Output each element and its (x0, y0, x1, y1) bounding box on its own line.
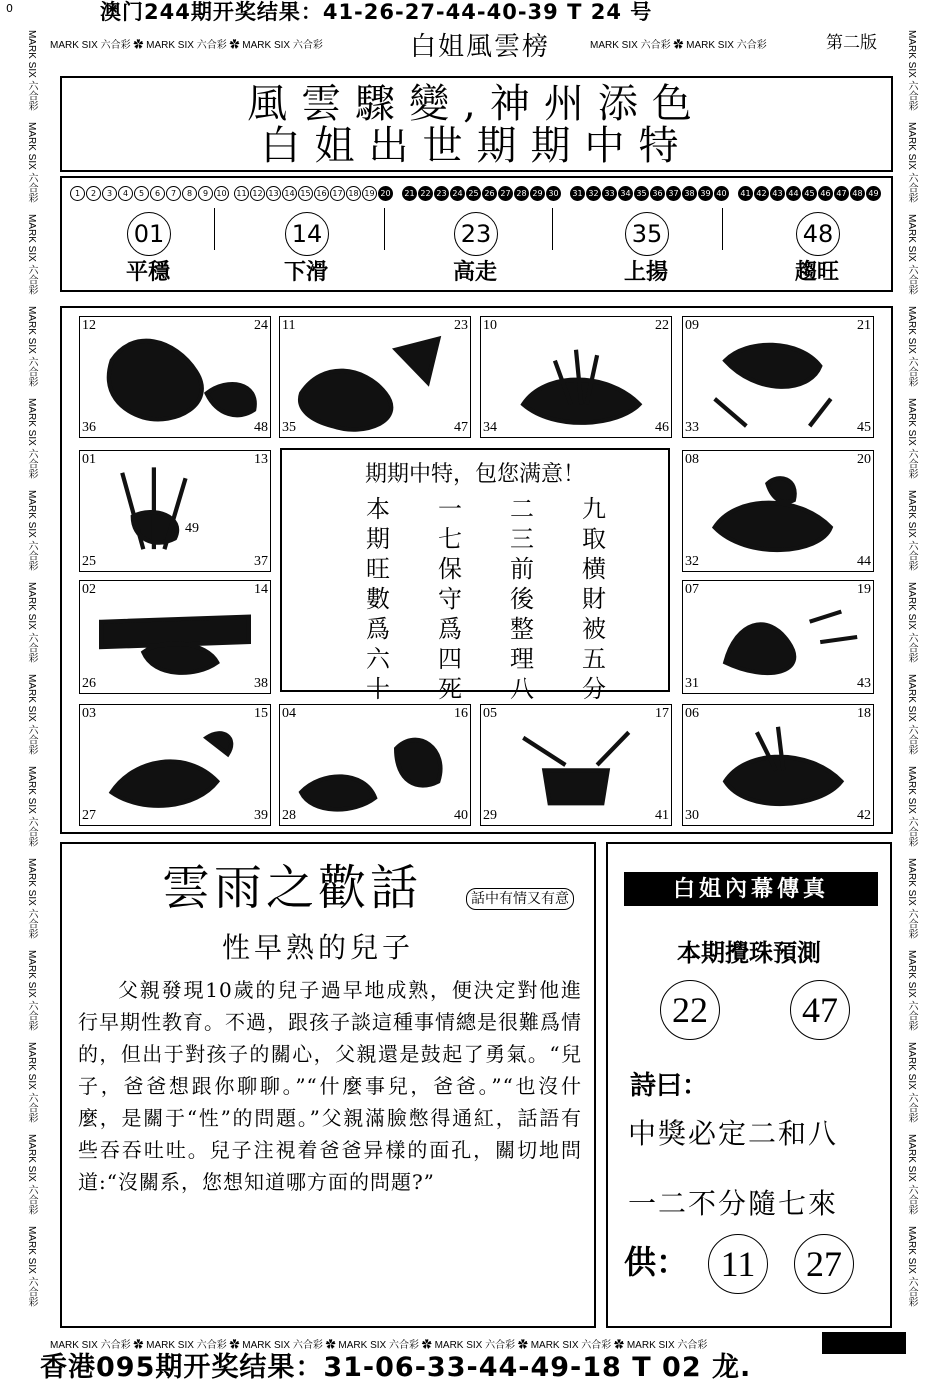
ball-number: 3 (102, 186, 117, 201)
ink-shape (300, 339, 438, 430)
ball-number: 37 (666, 186, 681, 201)
pick-number: 14 (285, 212, 329, 256)
ink-painting (683, 317, 873, 437)
panel-number: 29 (483, 808, 497, 823)
ball-number: 24 (450, 186, 465, 201)
top-watermark-row: MARK SIX 六合彩 ✿ MARK SIX 六合彩 ✿ MARK SIX 六合彩 (50, 40, 323, 51)
picture-panel (682, 704, 874, 826)
story-body: 父親發現10歲的兒子過早地成熟，便決定對他進行早期性教育。不過，跟孩子談這種事情總是很難爲情的，但出于對孩子的關心，父親還是鼓起了勇氣。“兒子，爸爸想跟你聊聊。”“什麼事兒，爸爸。”“也沒什麼，是關于“性”的問題。”父親滿臉憋得通紅，話語有些吞吞吐吐。兒子注視着爸爸异樣的面孔，關切地問道:“沒關系，您想知道哪方面的問題?” (78, 978, 582, 1194)
ball-number: 12 (250, 186, 265, 201)
top-watermark-row-right: MARK SIX 六合彩 ✿ MARK SIX 六合彩 (590, 40, 767, 51)
ball-number: 17 (330, 186, 345, 201)
ball-number: 41 (738, 186, 753, 201)
ink-painting (280, 705, 470, 825)
prediction-heading: 本期攪珠預測 (677, 939, 821, 967)
gong-label: 供： (624, 1243, 689, 1281)
panel-number: 42 (857, 808, 871, 823)
ball-number: 19 (362, 186, 377, 201)
pick-trend: 上揚 (623, 260, 668, 285)
edition-label: 第二版 (826, 33, 877, 53)
ball-number: 1 (70, 186, 85, 201)
panel-number: 17 (655, 706, 669, 721)
ball-number: 27 (498, 186, 513, 201)
ink-painting (80, 581, 270, 693)
ink-shape (523, 732, 629, 803)
ink-shape (101, 617, 249, 673)
panel-number: 24 (254, 318, 268, 333)
pick-number: 01 (127, 212, 171, 256)
picture-panel (682, 316, 874, 438)
panel-number: 25 (82, 554, 96, 569)
ball-number: 31 (570, 186, 585, 201)
ball-number: 13 (266, 186, 281, 201)
pick-number: 35 (625, 212, 669, 256)
panel-number: 12 (82, 318, 96, 333)
gong-number: 11 (708, 1234, 768, 1294)
panel-number: 20 (857, 452, 871, 467)
picture-panel (79, 580, 271, 694)
ink-painting (683, 705, 873, 825)
panel-number: 04 (282, 706, 296, 721)
center-poem-box (280, 448, 670, 703)
pick-trend: 下滑 (283, 260, 328, 285)
panel-number: 08 (685, 452, 699, 467)
pick-number: 48 (796, 212, 840, 256)
ink-shape (122, 467, 185, 549)
panel-number: 30 (685, 808, 699, 823)
ink-shape (725, 727, 841, 804)
corner-mark: 0 (6, 2, 13, 15)
ink-shape (301, 740, 440, 810)
panel-number: 48 (254, 420, 268, 435)
ball-number: 20 (378, 186, 393, 201)
ball-number: 47 (834, 186, 849, 201)
panel-number: 46 (655, 420, 669, 435)
ball-number: 49 (866, 186, 881, 201)
ball-number: 34 (618, 186, 633, 201)
ball-number: 40 (714, 186, 729, 201)
ball-number: 25 (466, 186, 481, 201)
gong-number: 27 (794, 1234, 854, 1294)
ball-number: 7 (166, 186, 181, 201)
ink-painting (280, 317, 470, 437)
panel-number: 18 (857, 706, 871, 721)
story-subtitle: 性早熟的兒子 (222, 931, 415, 964)
ball-number: 28 (514, 186, 529, 201)
panel-number: 10 (483, 318, 497, 333)
ink-painting (80, 317, 270, 437)
poem-label: 詩曰： (630, 1071, 709, 1101)
ink-painting (683, 451, 873, 571)
ball-number: 22 (418, 186, 433, 201)
ball-number: 35 (634, 186, 649, 201)
ball-number: 38 (682, 186, 697, 201)
divider (214, 208, 215, 250)
ink-painting (80, 705, 270, 825)
poem-line: 中獎必定二和八 (628, 1117, 839, 1150)
ball-number: 11 (234, 186, 249, 201)
ink-shape (715, 345, 831, 426)
hongkong-result-headline: 香港095期开奖结果：31-06-33-44-49-18 T 02 龙. (40, 1352, 752, 1383)
ball-number: 48 (850, 186, 865, 201)
panel-number: 31 (685, 676, 699, 691)
black-block (822, 1332, 906, 1354)
panel-number: 36 (82, 420, 96, 435)
prediction-number: 47 (790, 980, 850, 1040)
picture-panel (79, 450, 271, 572)
panel-number: 27 (82, 808, 96, 823)
poem-column: 九 取 横 財 被 五 分 (582, 495, 606, 703)
panel-number: 07 (685, 582, 699, 597)
panel-number: 45 (857, 420, 871, 435)
ink-shape (112, 733, 232, 805)
ink-painting (481, 317, 671, 437)
poem-column: 二 三 前 後 整 理 八 (510, 495, 534, 703)
story-note: 話中有情又有意 (466, 888, 574, 910)
panel-number: 38 (254, 676, 268, 691)
picture-panel (682, 450, 874, 572)
ball-number: 39 (698, 186, 713, 201)
panel-number: 21 (857, 318, 871, 333)
ball-number: 44 (786, 186, 801, 201)
panel-number: 05 (483, 706, 497, 721)
picture-panel (279, 316, 471, 438)
divider (722, 208, 723, 250)
panel-number: 06 (685, 706, 699, 721)
panel-number: 13 (254, 452, 268, 467)
ball-number: 21 (402, 186, 417, 201)
pick-trend: 平穩 (125, 260, 170, 285)
slogan-line-2: 白姐出世期期中特 (260, 123, 693, 169)
macau-result-headline: 澳门244期开奖结果：41-26-27-44-40-39 T 24 号 (100, 0, 653, 24)
ink-painting (683, 581, 873, 693)
picture-panel (279, 704, 471, 826)
panel-number: 14 (254, 582, 268, 597)
slogan-line-1: 風雲驟變,神州添色 (247, 81, 706, 127)
picture-panel (682, 580, 874, 694)
prediction-number: 22 (660, 980, 720, 1040)
ball-number: 2 (86, 186, 101, 201)
panel-number: 34 (483, 420, 497, 435)
ball-number: 4 (118, 186, 133, 201)
bottom-watermark-row: MARK SIX 六合彩 ✿ MARK SIX 六合彩 ✿ MARK SIX 六合彩 ✿ MARK SIX 六合彩 ✿ MARK SIX 六合彩 ✿ MARK SIX 六合彩 ✿ MARK SIX 六合彩 (50, 1340, 708, 1351)
center-title: 期期中特，包您满意！ (364, 462, 585, 487)
ball-number: 43 (770, 186, 785, 201)
story-title: 雲雨之歡話 (162, 860, 423, 916)
ball-number: 16 (314, 186, 329, 201)
panel-number: 35 (282, 420, 296, 435)
pick-trend: 趨旺 (794, 260, 839, 285)
panel-number: 03 (82, 706, 96, 721)
ball-number: 15 (298, 186, 313, 201)
picture-panel (79, 704, 271, 826)
right-watermark-strip: MARK SIX 六合彩 MARK SIX 六合彩 MARK SIX 六合彩 MARK SIX 六合彩 MARK SIX 六合彩 MARK SIX 六合彩 MARK SIX 六合彩 MARK SIX 六合彩 MARK SIX 六合彩 MARK SIX 六合彩 MARK SIX 六合彩 MARK SIX 六合彩 MARK SIX 六合彩 MARK SIX 六合彩 (906, 30, 917, 1307)
panel-number: 26 (82, 676, 96, 691)
ball-number: 26 (482, 186, 497, 201)
poem-line: 一二不分隨七來 (628, 1187, 839, 1220)
panel-number: 43 (857, 676, 871, 691)
ball-number: 36 (650, 186, 665, 201)
panel-number: 15 (254, 706, 268, 721)
poem-column: 本 期 旺 數 爲 六 十 (366, 495, 390, 703)
panel-number: 33 (685, 420, 699, 435)
panel-number: 16 (454, 706, 468, 721)
prediction-box (606, 842, 892, 1328)
pick-number: 23 (454, 212, 498, 256)
ink-painting (481, 705, 671, 825)
panel-number: 01 (82, 452, 96, 467)
ball-number: 14 (282, 186, 297, 201)
panel-number: 02 (82, 582, 96, 597)
panel-number-extra: 49 (185, 521, 199, 536)
ball-number: 9 (198, 186, 213, 201)
poem-column: 一 七 保 守 爲 四 死 (438, 495, 462, 703)
panel-number: 09 (685, 318, 699, 333)
picture-panel (480, 704, 672, 826)
ball-number: 32 (586, 186, 601, 201)
ball-number: 10 (214, 186, 229, 201)
picture-panel (79, 316, 271, 438)
page-title: 白姐風雲榜 (409, 32, 550, 62)
ball-strip (70, 186, 882, 201)
ball-number: 29 (530, 186, 545, 201)
ink-shape (725, 612, 857, 674)
panel-number: 44 (857, 554, 871, 569)
panel-number: 22 (655, 318, 669, 333)
ball-number: 33 (602, 186, 617, 201)
panel-number: 41 (655, 808, 669, 823)
ball-number: 8 (182, 186, 197, 201)
ink-shape (715, 478, 831, 550)
panel-number: 23 (454, 318, 468, 333)
slogan-box (60, 76, 893, 172)
ball-number: 23 (434, 186, 449, 201)
ball-number: 30 (546, 186, 561, 201)
ball-number: 6 (150, 186, 165, 201)
pick-trend: 高走 (452, 260, 497, 285)
ink-painting (80, 451, 270, 571)
ball-number: 46 (818, 186, 833, 201)
divider (552, 208, 553, 250)
story-box (60, 842, 596, 1328)
left-watermark-strip: MARK SIX 六合彩 MARK SIX 六合彩 MARK SIX 六合彩 MARK SIX 六合彩 MARK SIX 六合彩 MARK SIX 六合彩 MARK SIX 六合彩 MARK SIX 六合彩 MARK SIX 六合彩 MARK SIX 六合彩 MARK SIX 六合彩 MARK SIX 六合彩 MARK SIX 六合彩 MARK SIX 六合彩 (26, 30, 37, 1307)
ball-number: 5 (134, 186, 149, 201)
prediction-banner: 白姐內幕傳真 (624, 872, 878, 906)
ink-shape (523, 350, 639, 423)
panel-number: 19 (857, 582, 871, 597)
panel-number: 39 (254, 808, 268, 823)
ball-number: 18 (346, 186, 361, 201)
ink-shape (109, 341, 255, 419)
number-picks-box (60, 176, 893, 292)
ball-number: 45 (802, 186, 817, 201)
panel-number: 28 (282, 808, 296, 823)
picture-panel (480, 316, 672, 438)
panel-number: 40 (454, 808, 468, 823)
ball-number: 42 (754, 186, 769, 201)
panel-number: 37 (254, 554, 268, 569)
divider (384, 208, 385, 250)
panel-number: 32 (685, 554, 699, 569)
panel-number: 11 (282, 318, 296, 333)
panel-number: 47 (454, 420, 468, 435)
